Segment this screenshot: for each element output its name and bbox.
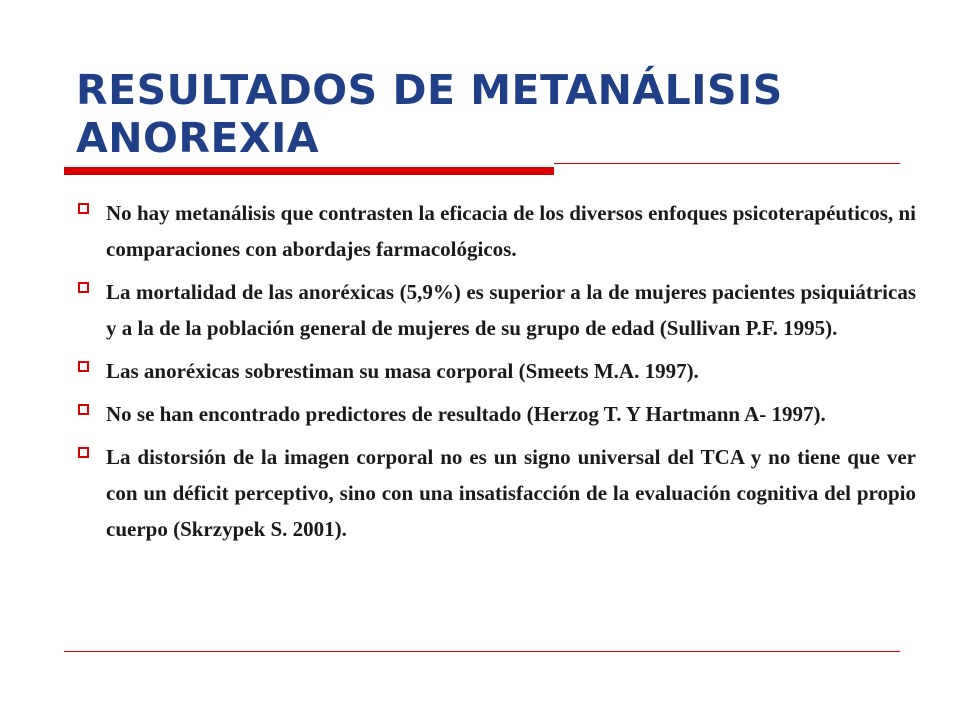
- bullet-item: [76, 274, 916, 346]
- square-outline-icon: [78, 203, 89, 214]
- bullet-text: La distorsión de la imagen corporal no es un signo universal del TCA y no tiene que ver con un déficit perceptivo, sino con una insatisfacción de la evaluación cognitiva del propio cuerpo (Skrzypek S. 2001).: [106, 445, 916, 541]
- square-outline-icon: [78, 447, 89, 458]
- bullet-text: La mortalidad de las anoréxicas (5,9%) es superior a la de mujeres pacientes psiquiátricas y a la de la población general de mujeres de su grupo de edad (Sullivan P.F. 1995).: [106, 280, 916, 340]
- square-outline-icon: [78, 361, 89, 372]
- bullet-text: No hay metanálisis que contrasten la eficacia de los diversos enfoques psicoterapéuticos, ni comparaciones con abordajes farmacológicos.: [106, 201, 916, 261]
- square-outline-icon: [78, 404, 89, 415]
- bullet-item: [76, 396, 916, 432]
- bullet-item: [76, 353, 916, 389]
- bottom-divider: [64, 651, 900, 652]
- title-underline-thin: [554, 163, 900, 164]
- bullet-item: [76, 195, 916, 267]
- title-underline-thick: [64, 167, 554, 175]
- bullet-list: [76, 195, 916, 554]
- square-outline-icon: [78, 282, 89, 293]
- bullet-item: [76, 439, 916, 547]
- bullet-text: No se han encontrado predictores de resultado (Herzog T. Y Hartmann A- 1997).: [106, 402, 826, 426]
- bullet-text: Las anoréxicas sobrestiman su masa corporal (Smeets M.A. 1997).: [106, 359, 699, 383]
- slide-title: RESULTADOS DE METANÁLISIS ANOREXIA: [76, 66, 783, 162]
